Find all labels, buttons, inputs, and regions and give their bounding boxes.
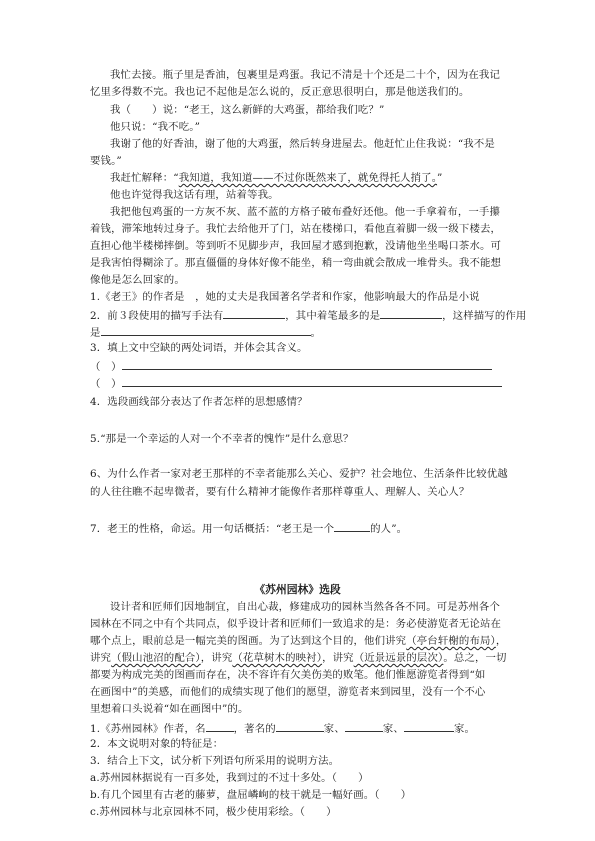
- passage-line: 里想着口头说着“如在画图中”的。: [90, 703, 249, 715]
- question-2-3c: c.苏州园林与北京园林不同，极少使用彩绘。（ ）: [90, 806, 337, 818]
- answer-blank[interactable]: [334, 521, 370, 532]
- underlined-phrase: （亭台轩榭的布局）: [406, 635, 496, 647]
- passage-line: 他只说：“我不吃。”: [110, 121, 201, 133]
- passage-line: 园林在不同之中有个共同点，似乎设计者和匠师们一致追求的是：务必使游览者无论站在: [90, 618, 502, 630]
- passage-line-underlined: 我赶忙解释：“我知道，我知道——不过你既然来了，就免得托人捎了。”: [110, 172, 443, 184]
- passage-line: 设计者和匠师们因地制宜，自出心裁，修建成功的园林当然各各不同。可是苏州各个: [110, 601, 500, 613]
- answer-blank[interactable]: [122, 359, 492, 370]
- section-title: 《苏州园林》选段: [254, 583, 341, 596]
- question-2: 2．前３段使用的描写手法有 ，其中着笔最多的是 ，这样描写的作用: [90, 310, 527, 322]
- question-1: 1.《老王》的作者是 ，她的丈夫是我国著名学者和作家，他影响最大的作品是小说: [90, 291, 480, 303]
- passage-line: 像他是怎么回家的。: [90, 274, 185, 286]
- passage-line: 着钱，滞笨地转过身子。我忙去给他开了门，站在楼梯口，看他直着脚一级一级下楼去，: [90, 223, 502, 235]
- question-2-cont: 是 。: [90, 327, 322, 339]
- answer-blank[interactable]: [380, 308, 442, 319]
- passage-line: 哪个点上，眼前总是一幅完美的图画。为了达到这个目的，他们讲究（亭台轩榭的布局），: [90, 635, 507, 647]
- question-3-answer-b: （ ）: [90, 376, 502, 391]
- passage-line: 我忙去接。瓶子里是香油，包裹里是鸡蛋。我记不清是十个还是二十个，因为在我记: [110, 69, 500, 81]
- underlined-phrase: （近景远景的层次）: [353, 652, 444, 664]
- underlined-phrase: （假山池沼的配合）: [111, 652, 201, 664]
- question-4: 4．选段画线部分表达了作者怎样的思想感情？: [90, 396, 308, 408]
- question-2-3: 3．结合上下文，试分析下列语句所采用的说明方法。: [90, 755, 340, 767]
- question-6-cont: 的人往往瞧不起卑微者，要有什么精神才能像作者那样尊重人、理解人、关心人？: [90, 486, 470, 498]
- passage-line: 忆里多得数不完。我也记不起他是怎么说的，反正意思很明白，那是他送我们的。: [90, 86, 470, 98]
- answer-blank[interactable]: [276, 721, 324, 732]
- answer-blank[interactable]: [101, 325, 311, 336]
- passage-line: 是我害怕得糊涂了。那直僵僵的身体好像不能坐，稍一弯曲就会散成一堆骨头。我不能想: [90, 257, 502, 269]
- question-3-answer-a: （ ）: [90, 359, 492, 374]
- underlined-sentence: 我知道，我知道——不过你既然来了，就免得托人捎了。: [178, 172, 438, 184]
- question-2-3b: b.有几个园里有古老的藤萝，盘屈嶙峋的枝干就是一幅好画。（ ）: [90, 789, 412, 801]
- passage-line: 他也许觉得我这话有理，站着等我。: [110, 189, 279, 201]
- passage-line: 要钱。”: [90, 155, 122, 167]
- question-2-2: 2．本文说明对象的特征是：: [90, 738, 224, 750]
- passage-line: 我谢了他的好香油，谢了他的大鸡蛋，然后转身进屋去。他赶忙止住我说：“我不是: [110, 138, 495, 150]
- answer-blank[interactable]: [122, 376, 502, 387]
- answer-blank[interactable]: [206, 721, 234, 732]
- answer-blank[interactable]: [345, 721, 383, 732]
- question-6: 6、为什么作者一家对老王那样的不幸者能那么关心、爱护？社会地位、生活条件比较优越: [90, 468, 508, 480]
- question-2-3a: a.苏州园林据说有一百多处，我到过的不过十多处。（ ）: [90, 772, 369, 784]
- passage-line: 我把他包鸡蛋的一方灰不灰、蓝不蓝的方格子破布叠好还他。他一手拿着布，一手攥: [110, 206, 500, 218]
- answer-blank[interactable]: [404, 721, 454, 732]
- question-3: 3．填上文中空缺的两处词语，并体会其含义。: [90, 342, 308, 354]
- question-2-1: 1.《苏州园林》作者，名 ，著名的 家、 家、 家。: [90, 723, 476, 735]
- question-7: 7．老王的性格，命运。用一句话概括：“老王是一个 的人”。: [90, 523, 408, 535]
- passage-line: 我（ ）说：“老王，这么新鲜的大鸡蛋，都给我们吃？”: [110, 104, 385, 116]
- question-5: 5.“那是一个幸运的人对一个不幸者的愧怍”是什么意思？: [90, 433, 354, 445]
- answer-blank[interactable]: [223, 308, 285, 319]
- passage-line: 在画图中”的美感，而他们的成绩实现了他们的愿望，游览者来到园里，没有一个不心: [90, 686, 486, 698]
- passage-line: 直担心他半楼梯摔倒。等到听不见脚步声，我回屋才感到抱歉，没请他坐坐喝口茶水。可: [90, 240, 502, 252]
- passage-line: 讲究（假山池沼的配合），讲究（花草树木的映衬），讲究（近景远景的层次）。总之，一切: [90, 652, 507, 664]
- passage-line: 都要为构成完美的图画而存在，决不容许有欠美伤美的败笔。他们惟愿游览者得到“如: [90, 669, 486, 681]
- underlined-phrase: （花草树木的映衬）: [232, 652, 323, 664]
